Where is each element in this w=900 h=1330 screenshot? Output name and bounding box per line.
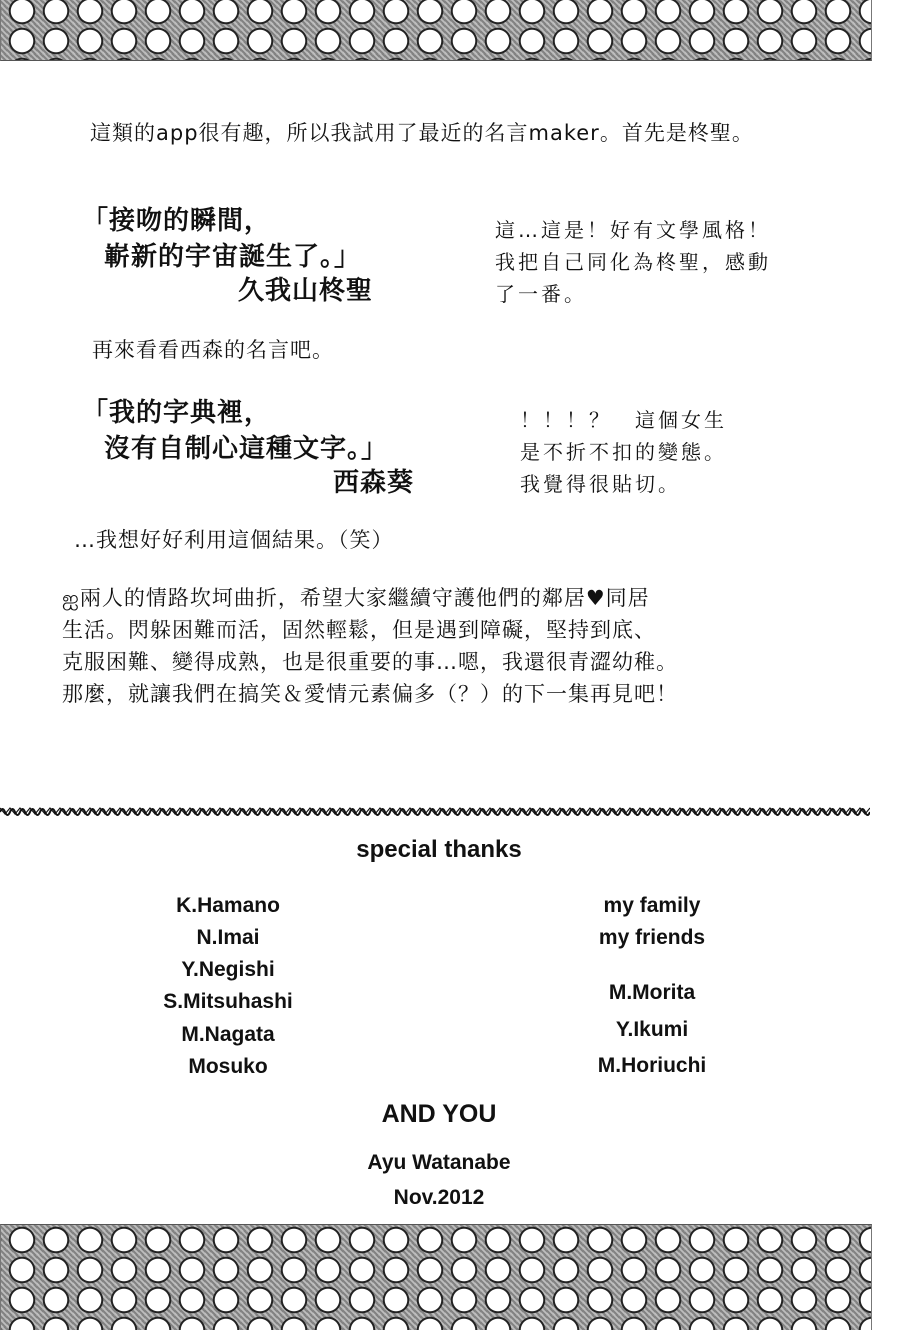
wave-divider xyxy=(0,804,870,818)
aside-text: …我想好好利用這個結果。（笑） xyxy=(74,528,394,552)
quote2-author: 西森葵 xyxy=(333,468,415,498)
credit-right-5: M.Horiuchi xyxy=(597,1054,707,1077)
special-thanks-heading: special thanks xyxy=(356,836,522,863)
transition-text: 再來看看西森的名言吧。 xyxy=(92,338,334,362)
closing-line1: ஐ兩人的情路坎坷曲折，希望大家繼續守護他們的鄰居♥同居 xyxy=(62,586,650,610)
comment2-line1: ！！！？ 這個女生 xyxy=(520,408,727,432)
bottom-dotted-border xyxy=(0,1224,872,1330)
quote1-line1: 「接吻的瞬間， xyxy=(82,206,272,236)
credit-left-2: N.Imai xyxy=(196,926,260,949)
closing-line3: 克服困難、變得成熟，也是很重要的事…嗯，我還很青澀幼稚。 xyxy=(62,650,678,674)
intro-text: 這類的app很有趣，所以我試用了最近的名言maker。首先是柊聖。 xyxy=(90,121,754,145)
quote2-line2: 沒有自制心這種文字。」 xyxy=(104,434,389,464)
comment1-line1: 這…這是！好有文學風格！ xyxy=(495,218,771,242)
credit-right-4: Y.Ikumi xyxy=(615,1018,689,1041)
author-name: Ayu Watanabe xyxy=(367,1151,511,1174)
credit-right-3: M.Morita xyxy=(608,981,696,1004)
comment2-line2: 是不折不扣的變態。 xyxy=(520,440,727,464)
credit-right-1: my family xyxy=(603,894,701,917)
closing-line4: 那麼，就讓我們在搞笑＆愛情元素偏多（？）的下一集再見吧！ xyxy=(62,682,678,706)
credit-left-6: Mosuko xyxy=(188,1055,268,1078)
comment1-line2: 我把自己同化為柊聖，感動 xyxy=(495,250,771,274)
credit-left-1: K.Hamano xyxy=(176,894,280,917)
quote1-author: 久我山柊聖 xyxy=(238,276,374,306)
top-dotted-border xyxy=(0,0,872,61)
date-text: Nov.2012 xyxy=(393,1186,485,1209)
credit-right-2: my friends xyxy=(598,926,706,949)
comment2-block xyxy=(520,404,727,500)
and-you-text: AND YOU xyxy=(381,1100,497,1128)
comment1-line3: 了一番。 xyxy=(495,282,587,306)
credit-left-5: M.Nagata xyxy=(181,1023,275,1046)
closing-line2: 生活。閃躲困難而活，固然輕鬆，但是遇到障礙，堅持到底、 xyxy=(62,618,656,642)
comment1-block xyxy=(495,214,771,310)
quote2-line1: 「我的字典裡， xyxy=(82,398,272,428)
credit-left-3: Y.Negishi xyxy=(181,958,275,981)
comment2-line3: 我覺得很貼切。 xyxy=(520,472,681,496)
quote1-line2: 嶄新的宇宙誕生了。」 xyxy=(104,242,362,272)
closing-paragraph xyxy=(62,582,678,710)
credit-left-4: S.Mitsuhashi xyxy=(163,990,293,1013)
